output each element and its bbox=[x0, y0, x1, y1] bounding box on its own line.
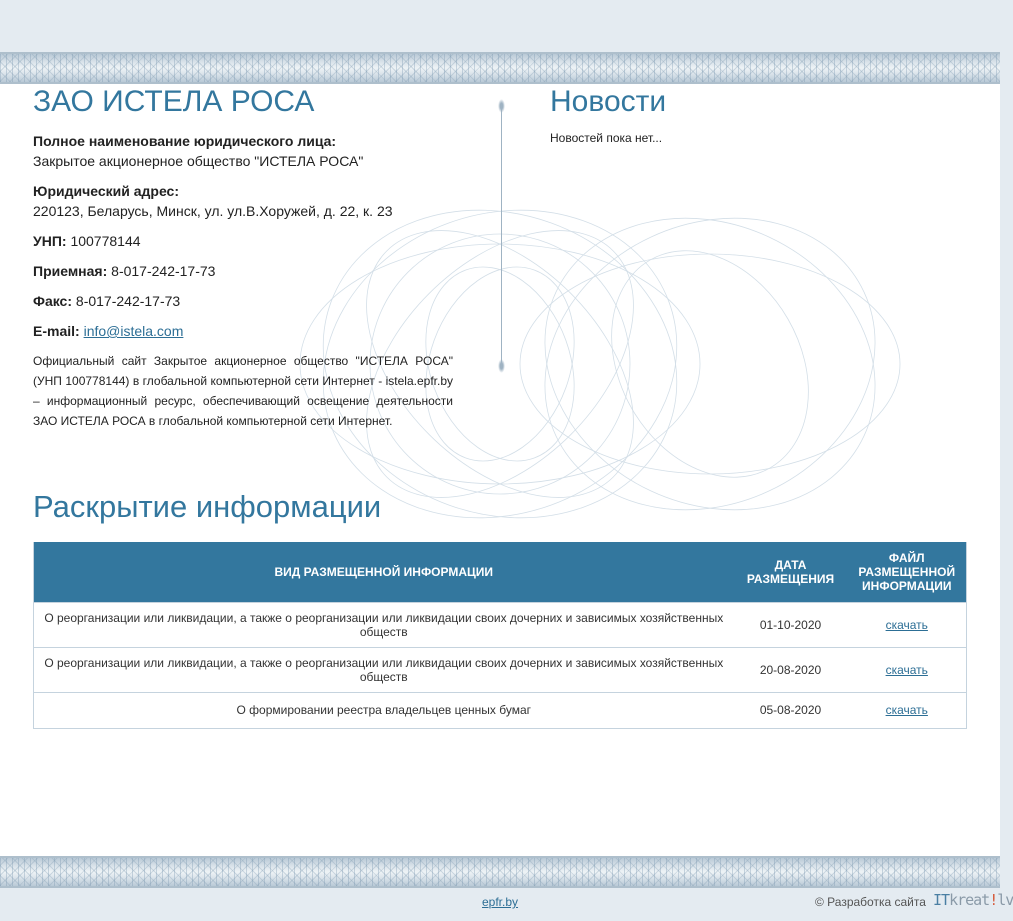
top-band bbox=[0, 0, 1000, 52]
fax-row bbox=[33, 291, 453, 311]
column-header-file: ФАЙЛ РАЗМЕЩЕННОЙ ИНФОРМАЦИИ bbox=[848, 542, 967, 602]
address-row bbox=[33, 181, 453, 221]
unp-label: УНП: bbox=[33, 233, 67, 249]
unp-row bbox=[33, 231, 453, 251]
download-link[interactable]: скачать bbox=[885, 703, 928, 717]
reception-row bbox=[33, 261, 453, 281]
developer-credit: © Разработка сайта bbox=[815, 895, 926, 909]
row-date-cell: 20-08-2020 bbox=[734, 647, 848, 692]
full-name-value: Закрытое акционерное общество "ИСТЕЛА РОСА" bbox=[33, 153, 364, 169]
full-name-row bbox=[33, 131, 453, 171]
developer-logo[interactable] bbox=[933, 891, 1013, 909]
email-link[interactable]: info@istela.com bbox=[83, 323, 184, 339]
company-title: ЗАО ИСТЕЛА РОСА bbox=[33, 85, 315, 118]
developer-logo-tld: lv bbox=[997, 891, 1013, 909]
row-file-cell bbox=[848, 692, 967, 728]
row-date-cell: 05-08-2020 bbox=[734, 692, 848, 728]
email-label: E-mail: bbox=[33, 323, 80, 339]
table-row bbox=[34, 692, 967, 728]
developer-logo-name: kreat bbox=[949, 891, 990, 909]
email-row bbox=[33, 321, 453, 341]
row-file-cell bbox=[848, 602, 967, 647]
unp-value: 100778144 bbox=[70, 233, 141, 249]
row-file-cell bbox=[848, 647, 967, 692]
bottom-ornament-strip bbox=[0, 856, 1000, 888]
address-label: Юридический адрес: bbox=[33, 183, 179, 199]
disclosure-table bbox=[33, 542, 967, 729]
news-title: Новости bbox=[550, 85, 667, 118]
download-link[interactable]: скачать bbox=[885, 617, 928, 632]
address-value: 220123, Беларусь, Минск, ул. ул.В.Хоружей, д. 22, к. 23 bbox=[33, 203, 393, 219]
about-text: Официальный сайт Закрытое акционерное общество "ИСТЕЛА РОСА" (УНП 100778144) в глобальной компьютерной сети Интернет - istela.epfr.by – информационный ресурс, обеспечивающий освещение деятельности ЗАО ИСТЕЛА РОСА в глобальной компьютерной сети Интернет. bbox=[33, 354, 453, 428]
column-header-date: ДАТА РАЗМЕЩЕНИЯ bbox=[734, 542, 848, 602]
row-type-cell: О формировании реестра владельцев ценных бумаг bbox=[34, 692, 734, 728]
reception-value: 8-017-242-17-73 bbox=[111, 263, 216, 279]
developer-logo-it: IT bbox=[933, 891, 950, 909]
top-ornament-strip bbox=[0, 52, 1000, 84]
download-link[interactable]: скачать bbox=[885, 662, 928, 677]
reception-label: Приемная: bbox=[33, 263, 108, 279]
row-type-cell: О реорганизации или ликвидации, а также о реорганизации или ликвидации своих дочерних и зависимых хозяйственных обществ bbox=[34, 647, 734, 692]
footer-epfr-link[interactable]: epfr.by bbox=[482, 895, 519, 909]
column-divider bbox=[501, 105, 502, 367]
table-row bbox=[34, 602, 967, 647]
column-header-type: ВИД РАЗМЕЩЕННОЙ ИНФОРМАЦИИ bbox=[34, 542, 734, 602]
full-name-label: Полное наименование юридического лица: bbox=[33, 133, 337, 149]
row-date-cell: 01-10-2020 bbox=[734, 602, 848, 647]
news-section bbox=[550, 86, 970, 146]
news-empty-text: Новостей пока нет... bbox=[550, 131, 663, 145]
developer-logo-excl: ! bbox=[989, 891, 998, 909]
disclosure-title: Раскрытие информации bbox=[33, 489, 382, 524]
table-row bbox=[34, 647, 967, 692]
row-type-cell: О реорганизации или ликвидации, а также о реорганизации или ликвидации своих дочерних и зависимых хозяйственных обществ bbox=[34, 602, 734, 647]
fax-label: Факс: bbox=[33, 293, 73, 309]
table-header-row bbox=[34, 542, 967, 602]
fax-value: 8-017-242-17-73 bbox=[75, 293, 181, 309]
company-info bbox=[33, 86, 453, 431]
